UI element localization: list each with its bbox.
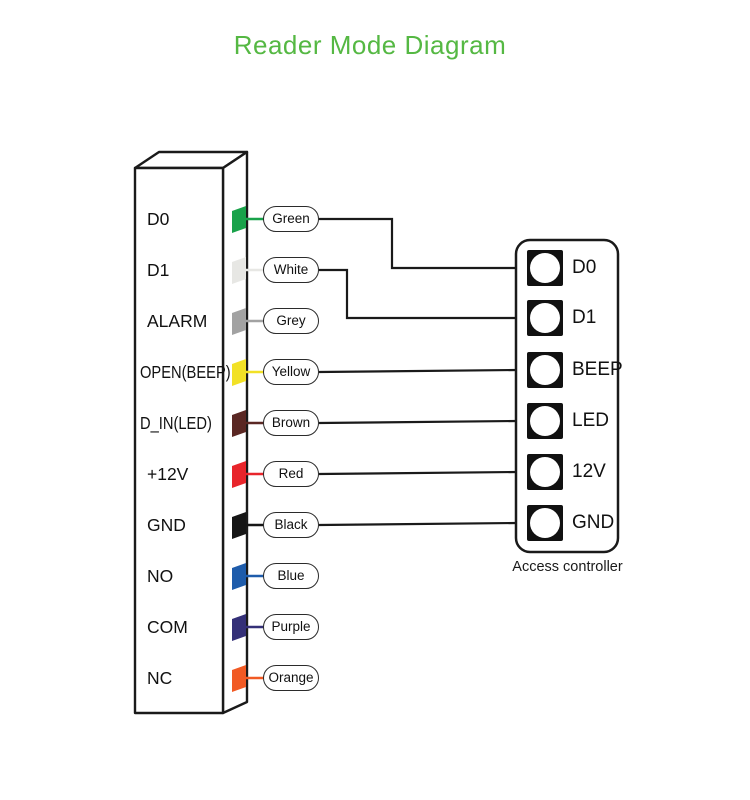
terminal-label-d0: D0 (147, 209, 170, 229)
port-label-beep: BEEP (572, 359, 623, 380)
wire-tag-grey: Grey (263, 308, 319, 334)
wire-tag-brown: Brown (263, 410, 319, 436)
controller-caption: Access controller (512, 559, 623, 575)
port-label-d0: D0 (572, 257, 597, 278)
terminal-label-com: COM (147, 617, 188, 637)
wire-tag-white: White (263, 257, 319, 283)
port-label-d1: D1 (572, 307, 597, 328)
wire-tag-red: Red (263, 461, 319, 487)
wire-tag-blue: Blue (263, 563, 319, 589)
port-label-led: LED (572, 410, 609, 431)
terminal-label-d1: D1 (147, 260, 170, 280)
terminal-label-d-in-led: D_IN(LED) (140, 413, 212, 433)
wire-brown-to-led (319, 421, 517, 423)
terminal-label-open-beep: OPEN(BEEP) (140, 362, 231, 382)
wire-tag-yellow: Yellow (263, 359, 319, 385)
access-controller-box (516, 240, 618, 552)
port-hole-12v (530, 457, 560, 487)
port-label-12v: 12V (572, 461, 606, 482)
wire-black-to-gnd (319, 523, 517, 525)
port-hole-beep (530, 355, 560, 385)
terminal-label-12v: +12V (147, 464, 189, 484)
wire-green-to-d0 (319, 219, 517, 268)
port-hole-led (530, 406, 560, 436)
port-label-gnd: GND (572, 512, 615, 533)
wire-white-to-d1 (319, 270, 517, 318)
port-hole-d1 (530, 303, 560, 333)
connection-wires (319, 219, 517, 525)
port-hole-gnd (530, 508, 560, 538)
wire-tag-green: Green (263, 206, 319, 232)
wire-tag-black: Black (263, 512, 319, 538)
terminal-label-no: NO (147, 566, 174, 586)
wire-red-to-12v (319, 472, 517, 474)
terminal-label-alarm: ALARM (147, 311, 208, 331)
terminal-label-nc: NC (147, 668, 173, 688)
page-title: Reader Mode Diagram (233, 30, 507, 60)
wire-tag-purple: Purple (263, 614, 319, 640)
terminal-label-gnd: GND (147, 515, 186, 535)
wire-tag-orange: Orange (263, 665, 319, 691)
port-hole-d0 (530, 253, 560, 283)
wire-yellow-to-beep (319, 370, 517, 372)
